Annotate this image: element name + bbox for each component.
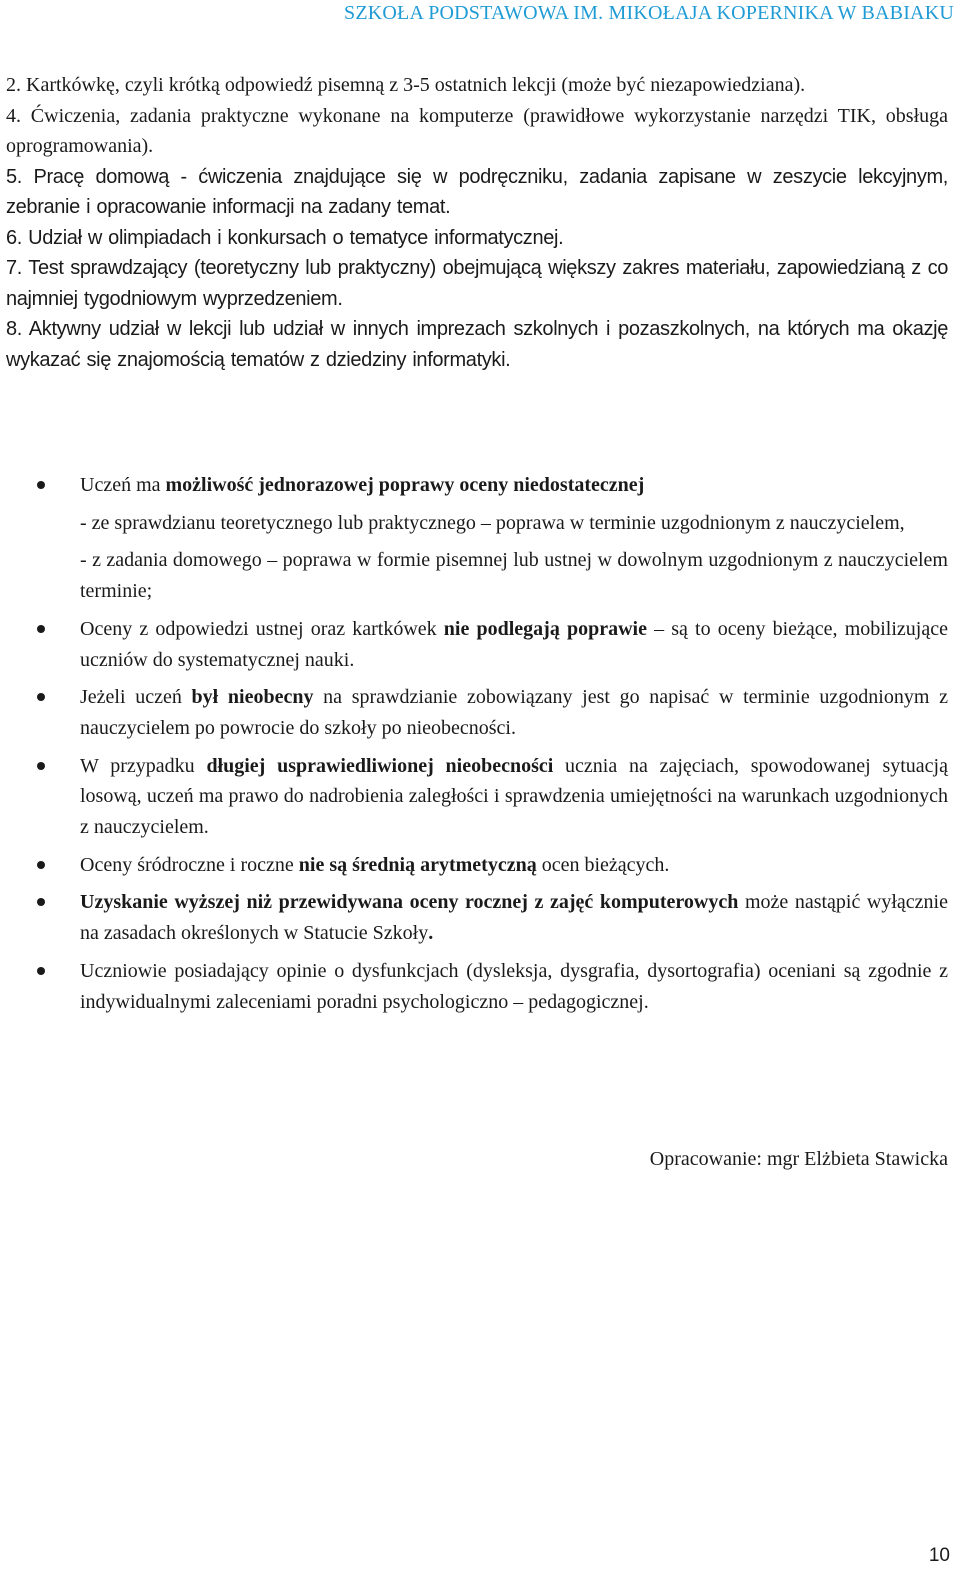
list-item-7: 7. Test sprawdzający (teoretyczny lub praktyczny) obejmującą większy zakres materiału, zapowiedzianą z co najmniej tygodniowym wyprzedzeniem. bbox=[6, 257, 948, 310]
bullet-icon bbox=[37, 481, 45, 489]
bullet-text: W przypadku bbox=[80, 754, 207, 777]
list-item-6: 6. Udział w olimpiadach i konkursach o tematyce informatycznej. bbox=[6, 226, 564, 249]
list-item-4: 4. Ćwiczenia, zadania praktyczne wykonane na komputerze (prawidłowe wykorzystanie narzędzi TIK, obsługa oprogramowania). bbox=[6, 104, 948, 157]
list-item-5: 5. Pracę domową - ćwiczenia znajdujące się w podręczniku, zadania zapisane w zeszycie lekcyjnym, zebranie i opracowanie informacji na zadany temat. bbox=[6, 165, 948, 218]
list-item-8: 8. Aktywny udział w lekcji lub udział w innych imprezach szkolnych i pozaszkolnych, na których ma okazję wykazać się znajomością tematów z dziedziny informatyki. bbox=[6, 318, 948, 371]
bullet-icon bbox=[37, 898, 45, 906]
bullet-subitem-homework: - z zadania domowego – poprawa w formie pisemnej lub ustnej w dowolnym uzgodnionym z nauczycielem terminie; bbox=[80, 549, 948, 603]
bullet-icon bbox=[37, 762, 45, 770]
bullet-icon bbox=[37, 625, 45, 633]
author-signature: Opracowanie: mgr Elżbieta Stawicka bbox=[649, 1148, 948, 1170]
bullet-bold-end: . bbox=[428, 922, 434, 945]
bullet-bold: był nieobecny bbox=[191, 686, 314, 709]
bullet-text: ocen bieżących. bbox=[536, 853, 670, 876]
bullet-dysfunctions bbox=[0, 956, 948, 1017]
bullet-no-improvement bbox=[0, 614, 948, 675]
bullet-bold: nie podlegają poprawie bbox=[443, 617, 647, 640]
list-item-2: 2. Kartkówkę, czyli krótką odpowiedź pisemną z 3-5 ostatnich lekcji (może być niezapowiedziana). bbox=[6, 74, 806, 96]
bullet-text: Oceny z odpowiedzi ustnej oraz kartkówek bbox=[80, 617, 444, 640]
bullet-improvement bbox=[0, 470, 948, 607]
bullet-bold: nie są średnią arytmetyczną bbox=[298, 853, 537, 876]
bullet-text: – są to oceny bieżące, mobilizujące uczniów do systematycznej nauki. bbox=[80, 617, 948, 671]
bullet-bold: możliwość jednorazowej poprawy oceny niedostatecznej bbox=[165, 474, 645, 496]
bullet-bold: długiej usprawiedliwionej nieobecności bbox=[206, 754, 554, 777]
bullet-long-absence bbox=[0, 751, 948, 843]
rules-bullet-list bbox=[0, 470, 948, 1017]
bullet-subitem-test: - ze sprawdzianu teoretycznego lub praktycznego – poprawa w terminie uzgodnionym z nauczycielem, bbox=[80, 511, 905, 534]
bullet-text: może nastąpić wyłącznie na zasadach określonych w Statucie Szkoły bbox=[80, 891, 948, 945]
bullet-icon bbox=[37, 693, 45, 701]
bullet-text: Oceny śródroczne i roczne bbox=[80, 853, 299, 876]
bullet-icon bbox=[37, 861, 45, 869]
bullet-final-grades bbox=[0, 850, 948, 881]
page-number: 10 bbox=[928, 1545, 950, 1566]
bullet-text: ucznia na zajęciach, spowodowanej sytuacją losową, uczeń ma prawo do nadrobienia zaległości i sprawdzenia umiejętności na warunkach uzgodnionych z nauczycielem. bbox=[80, 754, 948, 839]
bullet-icon bbox=[37, 967, 45, 975]
bullet-text: Uczniowie posiadający opinie o dysfunkcjach (dysleksja, dysgrafia, dysortografia) oceniani są zgodnie z indywidualnymi zaleceniami poradni psychologiczno – pedagogicznej. bbox=[80, 959, 948, 1013]
bullet-text: Jeżeli uczeń bbox=[80, 686, 192, 709]
school-header: SZKOŁA PODSTAWOWA IM. MIKOŁAJA KOPERNIKA W BABIAKU bbox=[344, 2, 954, 24]
bullet-absence bbox=[0, 682, 948, 743]
bullet-text: Uczeń ma bbox=[80, 474, 166, 496]
numbered-list bbox=[6, 70, 948, 375]
bullet-higher-grade bbox=[0, 887, 948, 948]
bullet-bold: Uzyskanie wyższej niż przewidywana oceny rocznej z zajęć komputerowych bbox=[80, 891, 739, 914]
bullet-text: na sprawdzianie zobowiązany jest go napisać w terminie uzgodnionym z nauczycielem po powrocie do szkoły po nieobecności. bbox=[80, 686, 948, 739]
